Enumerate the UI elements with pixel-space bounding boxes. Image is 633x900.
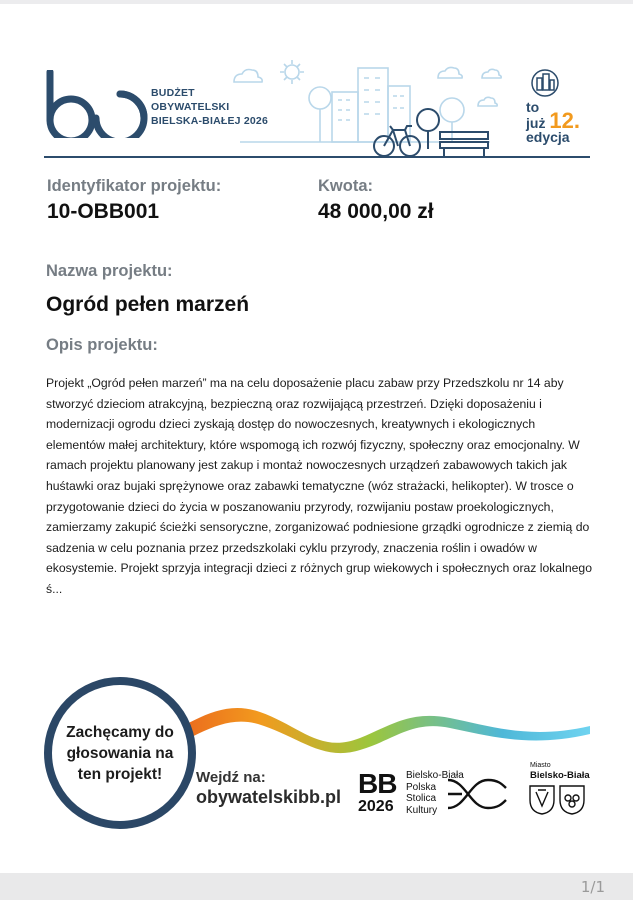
- culture-mark: BB: [358, 768, 397, 799]
- vote-cta-text: Zachęcamy do głosowania na ten projekt!: [66, 723, 174, 783]
- city-logo: [530, 762, 590, 781]
- edition-line: to: [526, 99, 540, 115]
- culture-line: Stolica: [406, 793, 437, 804]
- edition-line: [526, 108, 596, 133]
- edition-line: edycja: [526, 129, 570, 145]
- brand-line: BUDŻET: [151, 87, 195, 99]
- culture-year: 2026: [358, 798, 394, 815]
- project-id-value: 10-OBB001: [47, 200, 160, 223]
- vote-cta-circle: [44, 677, 196, 829]
- culture-line: Kultury: [406, 804, 438, 816]
- description-label: Opis projektu:: [46, 336, 158, 354]
- brand-line: OBYWATELSKI: [151, 101, 230, 113]
- city-logo-name: Bielsko-Biała: [530, 770, 590, 781]
- culture-line: Polska: [406, 781, 437, 793]
- city-badge-icon: [528, 68, 562, 98]
- page-counter: 1/1: [580, 878, 605, 896]
- edition-badge: [526, 100, 596, 144]
- edition-prefix: już: [526, 115, 546, 131]
- project-description: Projekt „Ogród pełen marzeń” ma na celu doposażenie placu zabaw przy Przedszkolu nr 14 aby stworzyć dzieciom atrakcyjną, bezpieczną oraz rozwijającą przestrzeń. Dzięki doposażeniu i modernizacji ogrodu dzieci zyskają dostęp do nowoczesnych, kreatywnych i ekologicznych elementów małej architektury, które wspomogą ich rozwój fizyczny, społeczny oraz emocjonalny. W ramach projektu planowany jest zakup i montaż nowoczesnych urządzeń zabawowych takich jak huśtawki oraz bujaki sprężynowe oraz zabawki tematyczne (wóz strażacki, helikopter). W trosce o przygotowanie dzieci do życia w poszanowaniu przyrody, rozwijaniu postaw proekologicznych, zamierzamy zakupić ścieżki sensoryczne, zorganizować podniesione grządki ogrodnicze z ziemią do sadzenia w celu poznania przez przedszkolaki cyklu przyrody, znaczenia roślin i owadów w ekosystemie. Projekt sprzyja integracji dzieci z różnych grup wiekowych i społecznych oraz lokalnego ś...: [46, 376, 592, 596]
- project-name-label: Nazwa projektu:: [46, 262, 173, 280]
- visit-label: Wejdź na:: [196, 769, 266, 786]
- city-coat-of-arms-icon: [528, 784, 588, 816]
- project-name-value: Ogród pełen marzeń: [46, 293, 250, 316]
- project-id-label: Identyfikator projektu:: [47, 177, 222, 195]
- header-divider: [44, 156, 590, 158]
- culture-logo: [358, 770, 396, 815]
- visit-url-link[interactable]: obywatelskibb.pl: [196, 787, 342, 807]
- city-illustration: [230, 58, 510, 158]
- culture-swoosh-icon: [446, 774, 508, 814]
- culture-line: Bielsko-Biała: [406, 770, 464, 781]
- brand-line: BIELSKA-BIAŁEJ 2026: [151, 115, 268, 127]
- visit-block: [196, 769, 341, 808]
- amount-label: Kwota:: [318, 177, 373, 195]
- amount-value: 48 000,00 zł: [318, 200, 434, 223]
- bo-logo-icon: [44, 70, 148, 138]
- decorative-wave: [150, 684, 590, 774]
- edition-number: 12.: [549, 108, 580, 133]
- city-logo-small: Miasto: [530, 762, 551, 769]
